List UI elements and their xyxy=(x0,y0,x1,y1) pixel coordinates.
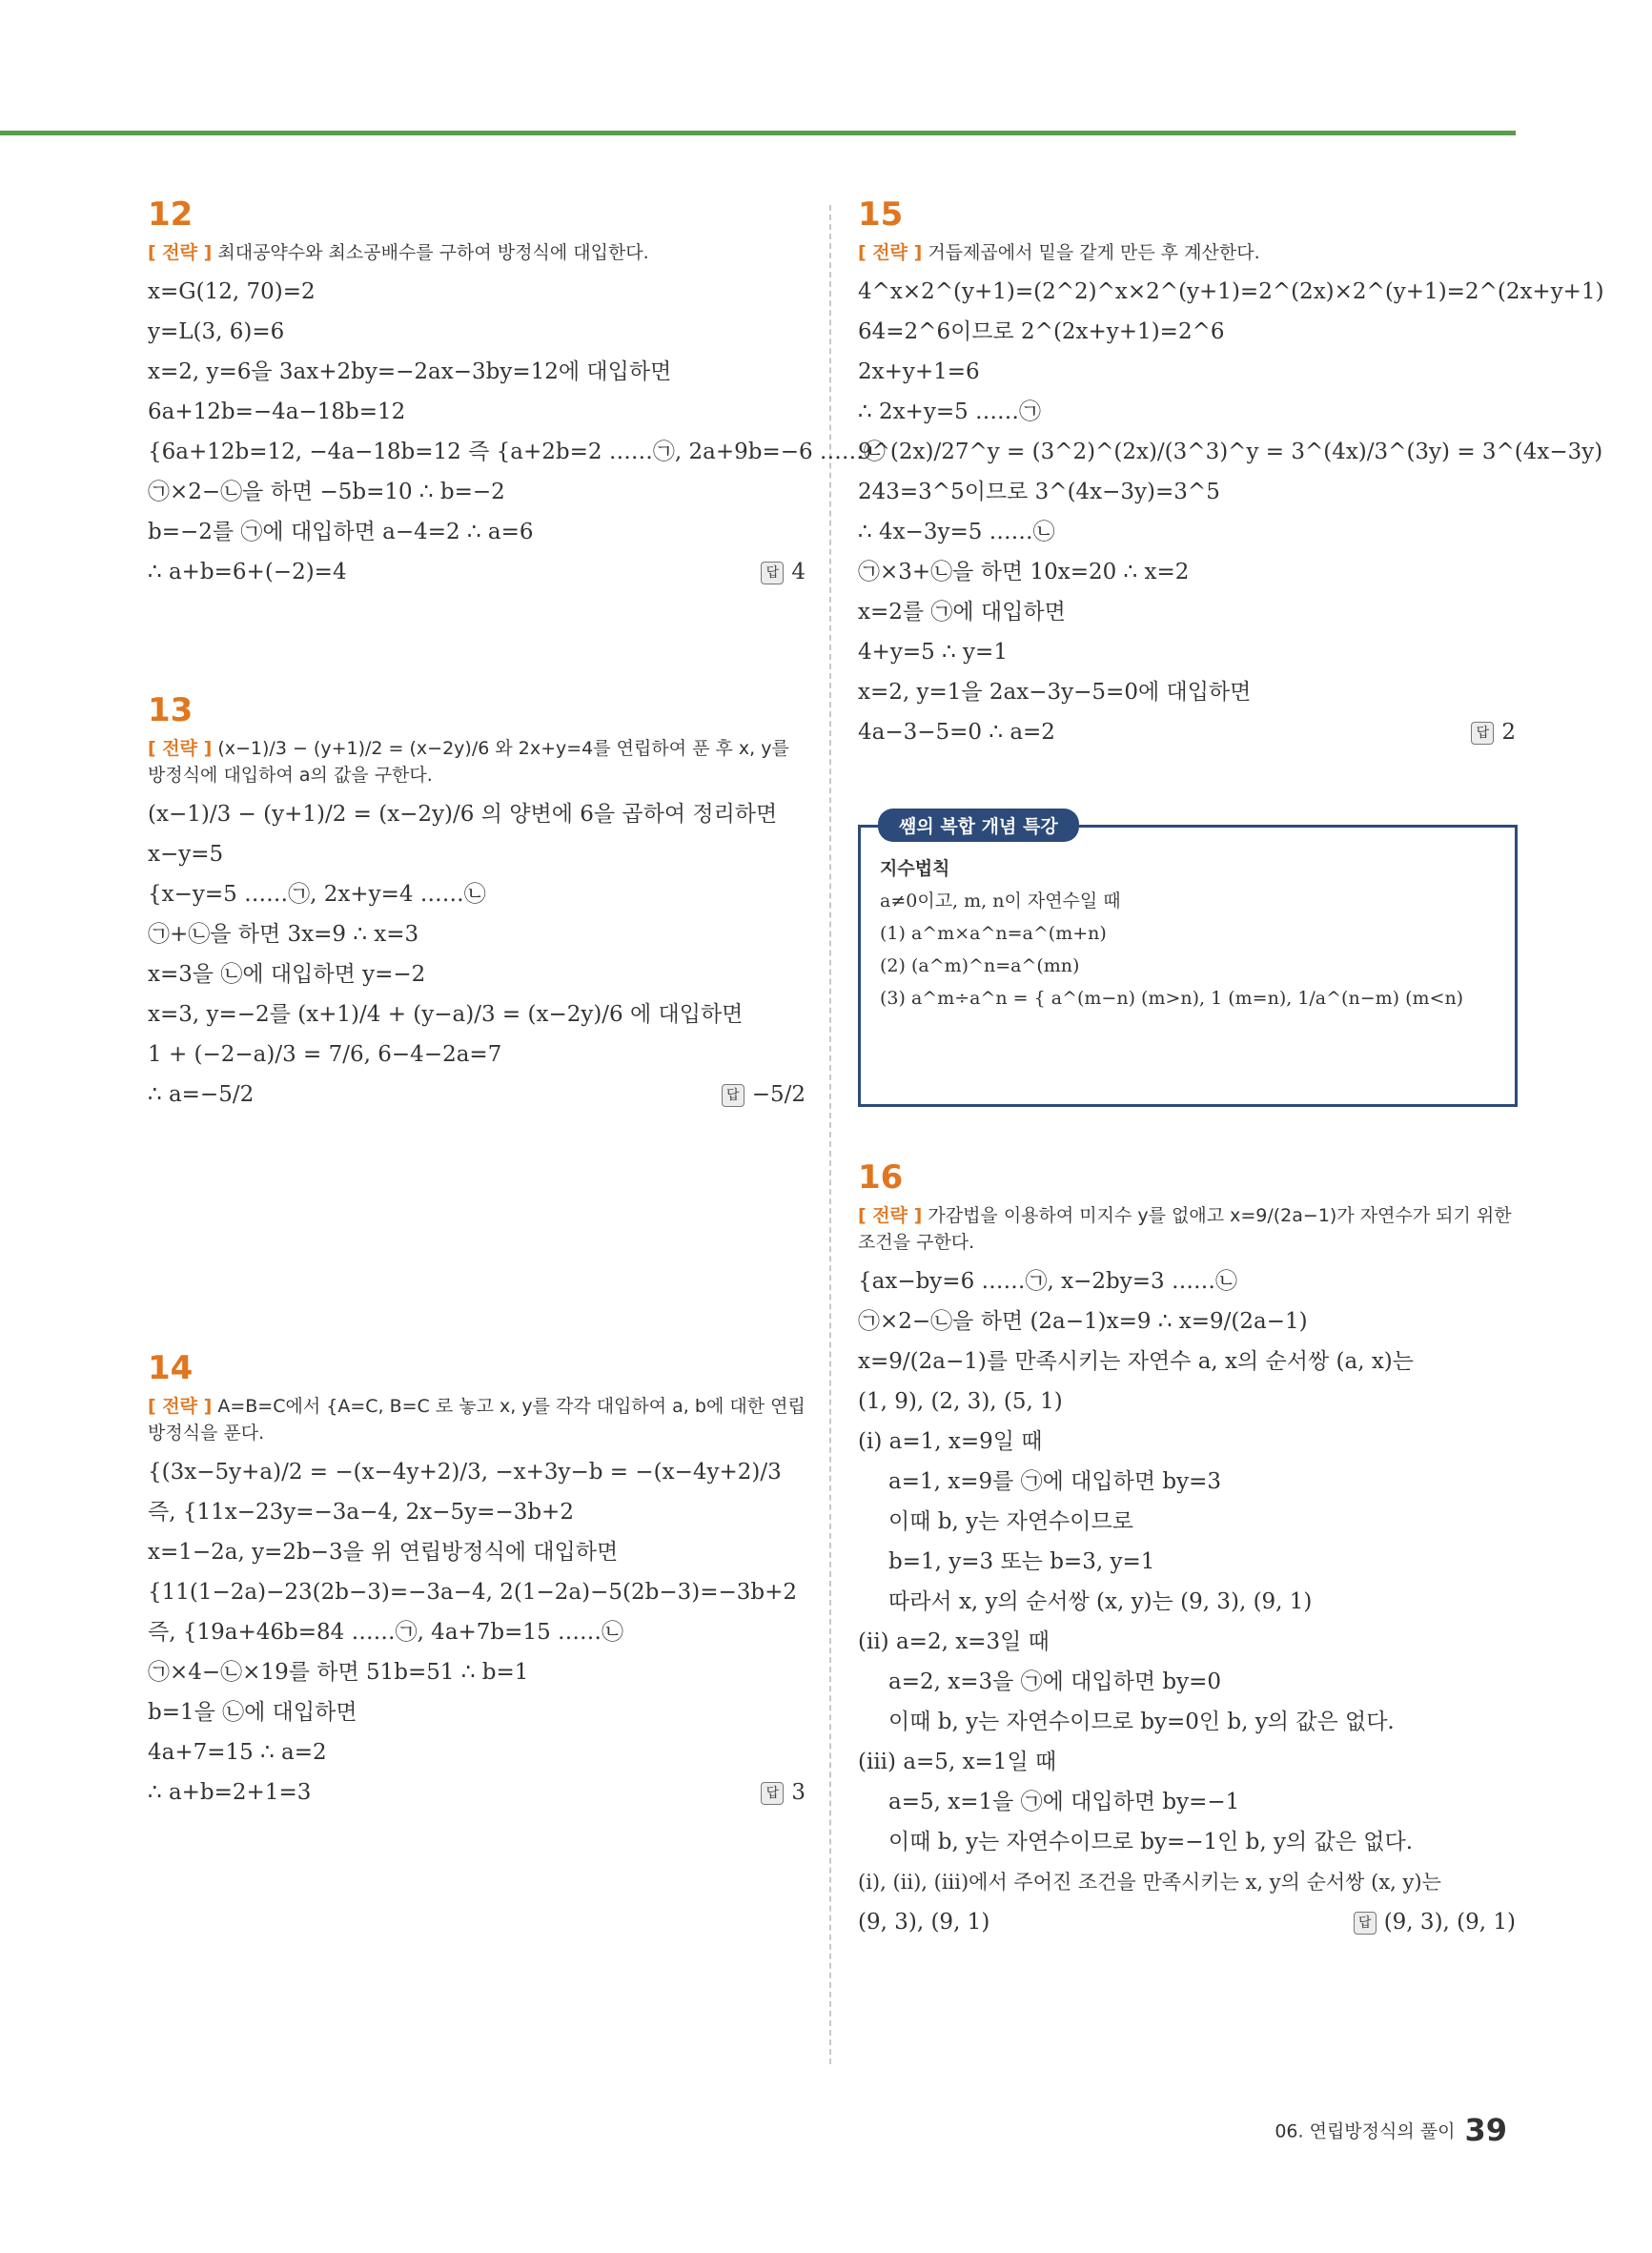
solution-line: 4+y=5 ∴ y=1 xyxy=(858,640,1008,665)
solution-line: 4^x×2^(y+1)=(2^2)^x×2^(y+1)=2^(2x)×2^(y+1)=2^(2x+y+1) xyxy=(858,279,1604,304)
solution-line: 따라서 x, y의 순서쌍 (x, y)는 (9, 3), (9, 1) xyxy=(888,1589,1313,1614)
solution-line: (iii) a=5, x=1일 때 xyxy=(858,1750,1057,1774)
solution-line: 4a+7=15 ∴ a=2 xyxy=(148,1740,327,1765)
solution-line: x=2, y=6을 3ax+2by=−2ax−3by=12에 대입하면 xyxy=(148,359,672,384)
solution-line: 6a+12b=−4a−18b=12 xyxy=(148,399,406,424)
solution-line: 243=3^5이므로 3^(4x−3y)=3^5 xyxy=(858,480,1220,504)
solution-line: (i) a=1, x=9일 때 xyxy=(858,1429,1043,1454)
strategy xyxy=(858,239,1516,266)
solution-line: ㉠×3+㉡을 하면 10x=20 ∴ x=2 xyxy=(858,560,1190,584)
solution-line: x=3, y=−2를 (x+1)/4 + (y−a)/3 = (x−2y)/6 에 대입하면 xyxy=(148,1002,744,1027)
solution-line: x=1−2a, y=2b−3을 위 연립방정식에 대입하면 xyxy=(148,1540,619,1565)
solution-line: ∴ 4x−3y=5 ……㉡ xyxy=(858,520,1055,544)
solution-line: 이때 b, y는 자연수이므로 by=−1인 b, y의 값은 없다. xyxy=(888,1830,1414,1854)
answer-value: 4 xyxy=(791,560,806,584)
solution-line: x=2를 ㉠에 대입하면 xyxy=(858,600,1066,625)
solution-line: 즉, {11x−23y=−3a−4, 2x−5y=−3b+2 xyxy=(148,1500,574,1525)
solution-line: (1, 9), (2, 3), (5, 1) xyxy=(858,1389,1063,1414)
page-number: 39 xyxy=(1464,2112,1507,2148)
solution-line: x=9/(2a−1)를 만족시키는 자연수 a, x의 순서쌍 (a, x)는 xyxy=(858,1349,1414,1374)
solution-line: b=1, y=3 또는 b=3, y=1 xyxy=(888,1549,1155,1574)
answer-value: 3 xyxy=(791,1780,806,1805)
solution-line: b=−2를 ㉠에 대입하면 a−4=2 ∴ a=6 xyxy=(148,520,534,544)
solution-line: 즉, {19a+46b=84 ……㉠, 4a+7b=15 ……㉡ xyxy=(148,1620,624,1645)
strategy xyxy=(148,239,806,266)
solution-text: 4a−3−5=0 ∴ a=2 xyxy=(858,720,1055,745)
column-divider xyxy=(829,205,831,2064)
problem-number: 15 xyxy=(858,195,904,234)
answer xyxy=(1354,1902,1516,1942)
solution-line: x=2, y=1을 2ax−3y−5=0에 대입하면 xyxy=(858,680,1252,705)
solution-line xyxy=(148,1772,806,1813)
solution-line: {11(1−2a)−23(2b−3)=−3a−4, 2(1−2a)−5(2b−3)=−3b+2 xyxy=(148,1580,798,1605)
strategy-tag: [ 전략 ] xyxy=(148,242,213,263)
problem-14 xyxy=(148,1349,806,1813)
problem-number: 13 xyxy=(148,691,194,729)
answer-badge: 답 xyxy=(1471,722,1494,745)
concept-line: (1) a^m×a^n=a^(m+n) xyxy=(880,923,1107,944)
solution-line: b=1을 ㉡에 대입하면 xyxy=(148,1700,357,1725)
top-rule xyxy=(0,131,1516,135)
concept-box-body xyxy=(880,852,1463,1014)
answer xyxy=(761,552,806,592)
concept-line: a≠0이고, m, n이 자연수일 때 xyxy=(880,891,1121,911)
problem-number: 12 xyxy=(148,195,194,234)
chapter-title: 06. 연립방정식의 풀이 xyxy=(1275,2120,1456,2142)
solution-line: 1 + (−2−a)/3 = 7/6, 6−4−2a=7 xyxy=(148,1042,502,1067)
strategy-tag: [ 전략 ] xyxy=(148,738,213,759)
strategy-text: (x−1)/3 − (y+1)/2 = (x−2y)/6 와 2x+y=4를 연립하여 푼 후 x, y를 방정식에 대입하여 a의 값을 구한다. xyxy=(148,738,789,786)
solution-line xyxy=(858,1902,1516,1942)
solution-line: {ax−by=6 ……㉠, x−2by=3 ……㉡ xyxy=(858,1269,1237,1294)
concept-box-title: 쌤의 복합 개념 특강 xyxy=(878,809,1079,842)
solution-line: (ii) a=2, x=3일 때 xyxy=(858,1629,1050,1654)
strategy-tag: [ 전략 ] xyxy=(148,1396,213,1417)
answer-value: (9, 3), (9, 1) xyxy=(1383,1910,1516,1935)
problem-number: 16 xyxy=(858,1158,904,1197)
concept-heading: 지수법칙 xyxy=(880,858,950,879)
solution-line: x−y=5 xyxy=(148,842,224,867)
solution-line: ㉠×2−㉡을 하면 −5b=10 ∴ b=−2 xyxy=(148,480,505,504)
solution-line: 이때 b, y는 자연수이므로 xyxy=(888,1509,1133,1534)
strategy xyxy=(858,1202,1516,1256)
problem-16 xyxy=(858,1158,1516,1942)
solution-line: ∴ 2x+y=5 ……㉠ xyxy=(858,399,1042,424)
solution-line xyxy=(148,1075,806,1115)
solution-line: ㉠+㉡을 하면 3x=9 ∴ x=3 xyxy=(148,922,419,947)
page-footer xyxy=(1275,2112,1507,2148)
solution-text: ∴ a=−5/2 xyxy=(148,1082,255,1107)
solution-line: x=G(12, 70)=2 xyxy=(148,279,316,304)
answer xyxy=(761,1772,806,1813)
strategy xyxy=(148,1393,806,1446)
solution-line: {6a+12b=12, −4a−18b=12 즉 {a+2b=2 ……㉠, 2a+9b=−6 ……㉡ xyxy=(148,440,886,464)
solution-line: 이때 b, y는 자연수이므로 by=0인 b, y의 값은 없다. xyxy=(888,1710,1395,1734)
answer-badge: 답 xyxy=(1354,1912,1377,1935)
solution-line: a=5, x=1을 ㉠에 대입하면 by=−1 xyxy=(888,1790,1240,1814)
solution-line: ㉠×4−㉡×19를 하면 51b=51 ∴ b=1 xyxy=(148,1660,529,1685)
problem-13 xyxy=(148,691,806,1115)
answer-badge: 답 xyxy=(722,1084,744,1107)
strategy-text: A=B=C에서 {A=C, B=C 로 놓고 x, y를 각각 대입하여 a, b에 대한 연립방정식을 푼다. xyxy=(148,1396,806,1444)
answer-badge: 답 xyxy=(761,1782,784,1805)
solution-line: x=3을 ㉡에 대입하면 y=−2 xyxy=(148,962,426,987)
solution-line: {x−y=5 ……㉠, 2x+y=4 ……㉡ xyxy=(148,882,486,907)
answer xyxy=(1471,712,1516,752)
solution-text: ∴ a+b=2+1=3 xyxy=(148,1780,312,1805)
solution-line: (x−1)/3 − (y+1)/2 = (x−2y)/6 의 양변에 6을 곱하여 정리하면 xyxy=(148,802,778,827)
problem-number: 14 xyxy=(148,1349,194,1387)
solution-line: {(3x−5y+a)/2 = −(x−4y+2)/3, −x+3y−b = −(x−4y+2)/3 xyxy=(148,1460,782,1485)
strategy-text: 가감법을 이용하여 미지수 y를 없애고 x=9/(2a−1)가 자연수가 되기 위한 조건을 구한다. xyxy=(858,1205,1512,1253)
strategy-text: 거듭제곱에서 밑을 같게 만든 후 계산한다. xyxy=(928,242,1260,263)
solution-line xyxy=(148,552,806,592)
solution-text: ∴ a+b=6+(−2)=4 xyxy=(148,560,347,584)
concept-line: (3) a^m÷a^n = { a^(m−n) (m>n), 1 (m=n), 1/a^(n−m) (m<n) xyxy=(880,988,1464,1009)
solution-text: (9, 3), (9, 1) xyxy=(858,1910,990,1935)
solution-line: a=1, x=9를 ㉠에 대입하면 by=3 xyxy=(888,1469,1221,1494)
concept-line: (2) (a^m)^n=a^(mn) xyxy=(880,955,1080,976)
problem-15 xyxy=(858,195,1604,752)
strategy-tag: [ 전략 ] xyxy=(858,242,923,263)
solution-line: a=2, x=3을 ㉠에 대입하면 by=0 xyxy=(888,1669,1221,1694)
strategy xyxy=(148,735,806,789)
solution-line: 64=2^6이므로 2^(2x+y+1)=2^6 xyxy=(858,319,1225,344)
concept-box xyxy=(858,816,1518,1107)
strategy-tag: [ 전략 ] xyxy=(858,1205,923,1226)
solution-line: y=L(3, 6)=6 xyxy=(148,319,285,344)
solution-line: 9^(2x)/27^y = (3^2)^(2x)/(3^3)^y = 3^(4x)/3^(3y) = 3^(4x−3y) xyxy=(858,440,1603,464)
answer-value: −5/2 xyxy=(751,1082,806,1107)
answer-value: 2 xyxy=(1501,720,1516,745)
solution-line: ㉠×2−㉡을 하면 (2a−1)x=9 ∴ x=9/(2a−1) xyxy=(858,1309,1308,1334)
answer xyxy=(722,1075,806,1115)
solution-line xyxy=(858,712,1516,752)
solution-line: (i), (ii), (iii)에서 주어진 조건을 만족시키는 x, y의 순서쌍 (x, y)는 xyxy=(858,1871,1441,1894)
strategy-text: 최대공약수와 최소공배수를 구하여 방정식에 대입한다. xyxy=(217,242,649,263)
answer-badge: 답 xyxy=(761,562,784,584)
solution-line: 2x+y+1=6 xyxy=(858,359,980,384)
